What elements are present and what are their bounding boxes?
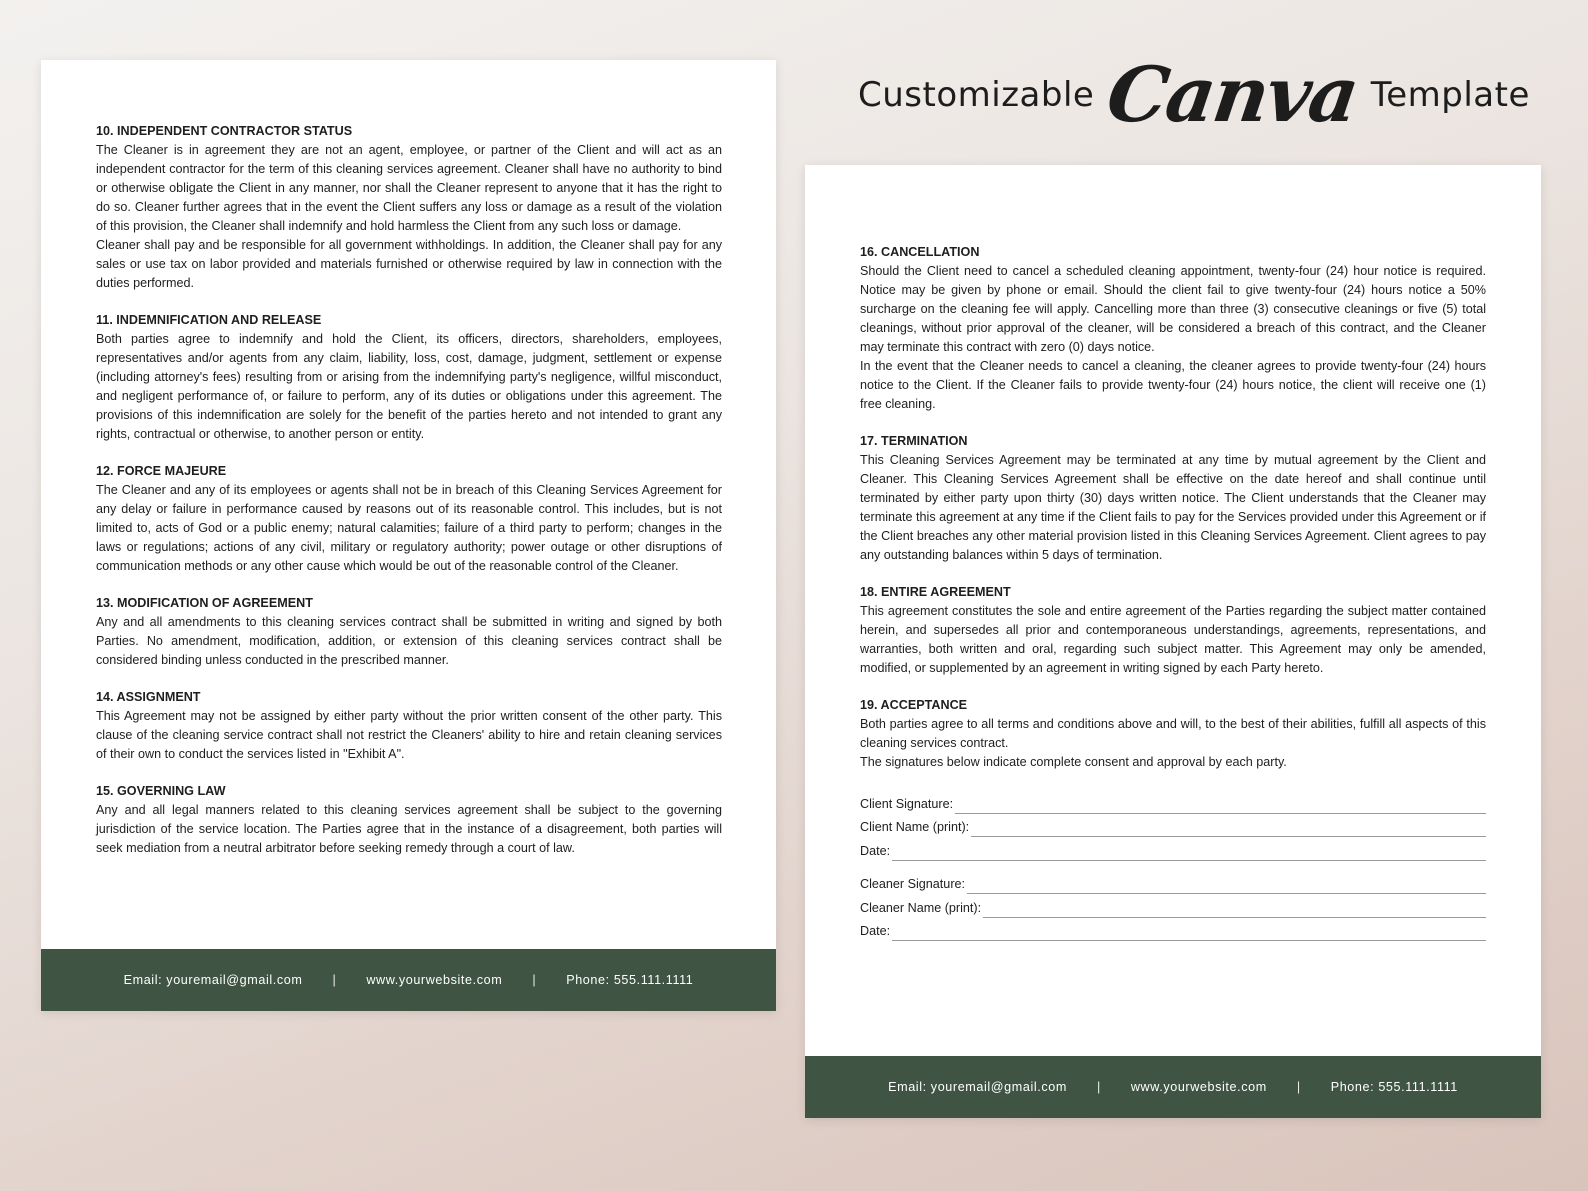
section-paragraph: The signatures below indicate complete consent and approval by each party. (860, 755, 1287, 769)
section-heading: 13. MODIFICATION OF AGREEMENT (96, 596, 313, 610)
section-paragraph: The Cleaner is in agreement they are not an agent, employee, or partner of the Client and will act as an independent contractor for the term of this cleaning services agreement. Cleaner shall have no authority to bind or otherwise obligate the Client in any manner, nor shall the Cleaner represent to anyone that it has the right to do so. Cleaner further agrees that in the event the Client suffers any loss or damage as a result of the violation of this provision, the Cleaner shall indemnify and hold harmless the Client from any such loss or damage. (96, 143, 722, 233)
section-paragraph: This Agreement may not be assigned by either party without the prior written consent of the other party. This clause of the cleaning service contract shall not restrict the Cleaners' ability to hire and retain cleaning services of their own to conduct the services listed in "Exhibit A". (96, 709, 722, 761)
section-paragraph: Both parties agree to all terms and conditions above and will, to the best of their abilities, fulfill all aspects of this cleaning services contract. (860, 717, 1486, 750)
signature-rule[interactable] (955, 799, 1486, 814)
section-entire-agreement (860, 583, 1486, 678)
document-page-2 (805, 165, 1541, 1118)
section-paragraph: This agreement constitutes the sole and entire agreement of the Parties regarding the subject matter contained herein, and supersedes all prior and contemporaneous understandings, agreements, representations, and warranties, both written and oral, regarding such subject matter. This Agreement may only be amended, modified, or supplemented by an agreement in writing signed by each Party hereto. (860, 604, 1486, 675)
canva-template-banner (858, 50, 1530, 140)
section-governing-law (96, 782, 722, 858)
section-paragraph: This Cleaning Services Agreement may be terminated at any time by mutual agreement by the Client and Cleaner. This Cleaning Services Agreement shall be effective on the date hereof and shall continue until terminated by either party upon thirty (30) days written notice. The Client understands that the Cleaner may terminate this agreement at any time if the Client fails to pay for the Services provided under this Agreement or if the Client breaches any other material provision listed in this Cleaning Services Agreement. Client agrees to pay any outstanding balances within 5 days of termination. (860, 453, 1486, 562)
section-heading: 19. ACCEPTANCE (860, 698, 968, 712)
section-force-majeure (96, 462, 722, 576)
signature-rule[interactable] (892, 926, 1486, 941)
page-1-content (96, 122, 722, 876)
banner-left-word: Customizable (858, 75, 1095, 115)
section-heading: 12. FORCE MAJEURE (96, 464, 227, 478)
footer-phone: Phone: 555.111.1111 (1330, 1080, 1458, 1094)
section-heading: 14. ASSIGNMENT (96, 690, 201, 704)
footer-separator: | (332, 973, 337, 987)
section-heading: 10. INDEPENDENT CONTRACTOR STATUS (96, 124, 353, 138)
section-heading: 18. ENTIRE AGREEMENT (860, 585, 1011, 599)
client-date-line[interactable] (860, 837, 1486, 861)
section-heading: 11. INDEMNIFICATION AND RELEASE (96, 313, 322, 327)
section-paragraph: Should the Client need to cancel a scheduled cleaning appointment, twenty-four (24) hour notice is required. Notice may be given by phone or email. Should the client fail to give twenty-four (24) hours notice a 50% surcharge on the cleaning fee will apply. Cancelling more than three (3) consecutive cleanings or five (5) total cleanings, without prior approval of the cleaner, will be considered a breach of this contract, and the Cleaner may terminate this contract with zero (0) days notice. (860, 264, 1486, 354)
signature-rule[interactable] (967, 879, 1486, 894)
section-paragraph: Cleaner shall pay and be responsible for all government withholdings. In addition, the Cleaner shall pay for any sales or use tax on labor provided and materials furnished or otherwise required by law in connection with the duties performed. (96, 238, 722, 290)
signature-label: Client Signature: (860, 796, 954, 811)
section-paragraph: The Cleaner and any of its employees or agents shall not be in breach of this Cleaning Services Agreement for any delay or failure in performance caused by reasons out of its reasonable control. This includes, but is not limited to, acts of God or a public enemy; natural calamities; failure of a third party to perform; changes in the laws or regulations; actions of any civil, military or regulatory authority; power outage or other disruptions of communication methods or any other cause which would be out of the reasonable control of the Cleaner. (96, 483, 722, 573)
section-paragraph: Any and all legal manners related to this cleaning services agreement shall be subject to the governing jurisdiction of the service location. The Parties agree that in the instance of a disagreement, both parties will seek mediation from a neutral arbitrator before seeking remedy through a court of law. (96, 803, 722, 855)
banner-right-word: Template (1370, 75, 1530, 115)
signature-label: Cleaner Signature: (860, 877, 966, 891)
signature-rule[interactable] (892, 846, 1486, 861)
client-signature-line[interactable] (860, 790, 1486, 814)
signature-label: Client Name (print): (860, 820, 970, 834)
section-assignment (96, 688, 722, 764)
section-heading: 16. CANCELLATION (860, 245, 980, 259)
signature-label: Cleaner Name (print): (860, 900, 982, 915)
section-indemnification (96, 311, 722, 444)
footer-phone: Phone: 555.111.1111 (566, 973, 694, 987)
section-heading: 17. TERMINATION (860, 434, 968, 448)
page-2-content (860, 243, 1486, 941)
cleaner-signature-line[interactable] (860, 871, 1486, 895)
section-cancellation (860, 243, 1486, 414)
signature-rule[interactable] (971, 822, 1486, 837)
section-termination (860, 432, 1486, 565)
section-acceptance (860, 696, 1486, 772)
page-2-footer (805, 1056, 1541, 1118)
footer-separator: | (532, 973, 537, 987)
footer-separator: | (1296, 1080, 1301, 1094)
footer-website: www.yourwebsite.com (366, 973, 503, 987)
signature-rule[interactable] (983, 903, 1486, 918)
section-paragraph: Both parties agree to indemnify and hold the Client, its officers, directors, shareholders, employees, representatives and/or agents from any claim, liability, loss, cost, damage, judgment, settlement or expense (including attorney's fees) resulting from or arising from the indemnifying party's negligence, willful misconduct, and negligent performance of, or failure to perform, any of its duties or obligations under this agreement. The provisions of this indemnification are solely for the benefit of the parties hereto and not intended to grant any rights, contractual or otherwise, to another person or entity. (96, 332, 722, 441)
page-1-footer (41, 949, 776, 1011)
cleaner-date-line[interactable] (860, 918, 1486, 942)
footer-website: www.yourwebsite.com (1130, 1080, 1267, 1094)
section-paragraph: Any and all amendments to this cleaning services contract shall be submitted in writing and signed by both Parties. No amendment, modification, addition, or extension of this cleaning services contract shall be considered binding unless conducted in the prescribed manner. (96, 615, 722, 667)
cleaner-signature-block (860, 871, 1486, 942)
footer-email: Email: youremail@gmail.com (888, 1080, 1067, 1094)
client-signature-block (860, 790, 1486, 861)
client-name-line[interactable] (860, 814, 1486, 838)
section-independent-contractor (96, 122, 722, 293)
footer-email: Email: youremail@gmail.com (123, 973, 303, 987)
section-paragraph: In the event that the Cleaner needs to cancel a cleaning, the cleaner agrees to provide twenty-four (24) hours notice to the Client. If the Cleaner fails to provide twenty-four (24) hours notice, the client will receive one (1) free cleaning. (860, 359, 1486, 411)
section-heading: 15. GOVERNING LAW (96, 784, 226, 798)
section-modification (96, 594, 722, 670)
signature-label: Date: (860, 924, 891, 938)
cleaner-name-line[interactable] (860, 894, 1486, 918)
canva-logo: Canva (1102, 50, 1364, 139)
document-page-1 (41, 60, 776, 1011)
signature-label: Date: (860, 843, 891, 858)
footer-separator: | (1096, 1080, 1101, 1094)
